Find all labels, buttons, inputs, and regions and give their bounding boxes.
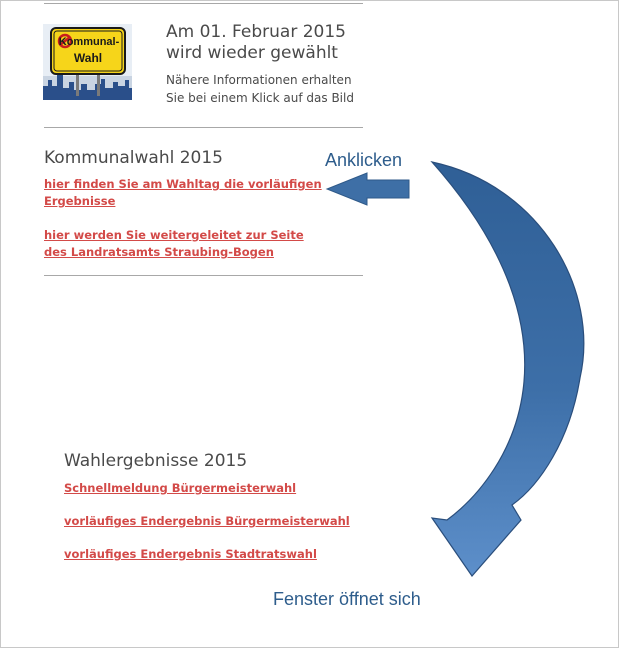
sign-text-line2: Wahl xyxy=(73,51,103,65)
vorlaeufige-ergebnisse-link-line2[interactable]: Ergebnisse xyxy=(44,194,116,208)
endergebnis-buergermeisterwahl-link[interactable]: vorläufiges Endergebnis Bürgermeisterwahl xyxy=(64,514,350,528)
sign-text-line1: Kommunal- xyxy=(58,36,120,48)
wahlergebnisse-title: Wahlergebnisse 2015 xyxy=(64,451,248,471)
endergebnis-stadtratswahl-link[interactable]: vorläufiges Endergebnis Stadtratswahl xyxy=(64,547,317,561)
promo-description-line1: Nähere Informationen erhalten xyxy=(166,73,352,87)
anklicken-annotation: Anklicken xyxy=(325,150,403,170)
landratsamt-link-line1[interactable]: hier werden Sie weitergeleitet zur Seite xyxy=(44,228,304,242)
fenster-oeffnet-sich-annotation: Fenster öffnet sich xyxy=(273,589,421,609)
kommunalwahl-title: Kommunalwahl 2015 xyxy=(44,148,223,168)
vorlaeufige-ergebnisse-link-line1[interactable]: hier finden Sie am Wahltag die vorläufigen xyxy=(44,177,322,191)
schnellmeldung-link[interactable]: Schnellmeldung Bürgermeisterwahl xyxy=(64,481,297,495)
promo-heading-line2: wird wieder gewählt xyxy=(166,43,338,63)
landratsamt-link-line2[interactable]: des Landratsamts Straubing-Bogen xyxy=(44,245,274,259)
promo-description-line2: Sie bei einem Klick auf das Bild xyxy=(166,91,354,105)
left-arrow-icon xyxy=(327,173,409,205)
promo-heading-line1: Am 01. Februar 2015 xyxy=(166,22,346,42)
curved-arrow-icon xyxy=(432,162,584,576)
